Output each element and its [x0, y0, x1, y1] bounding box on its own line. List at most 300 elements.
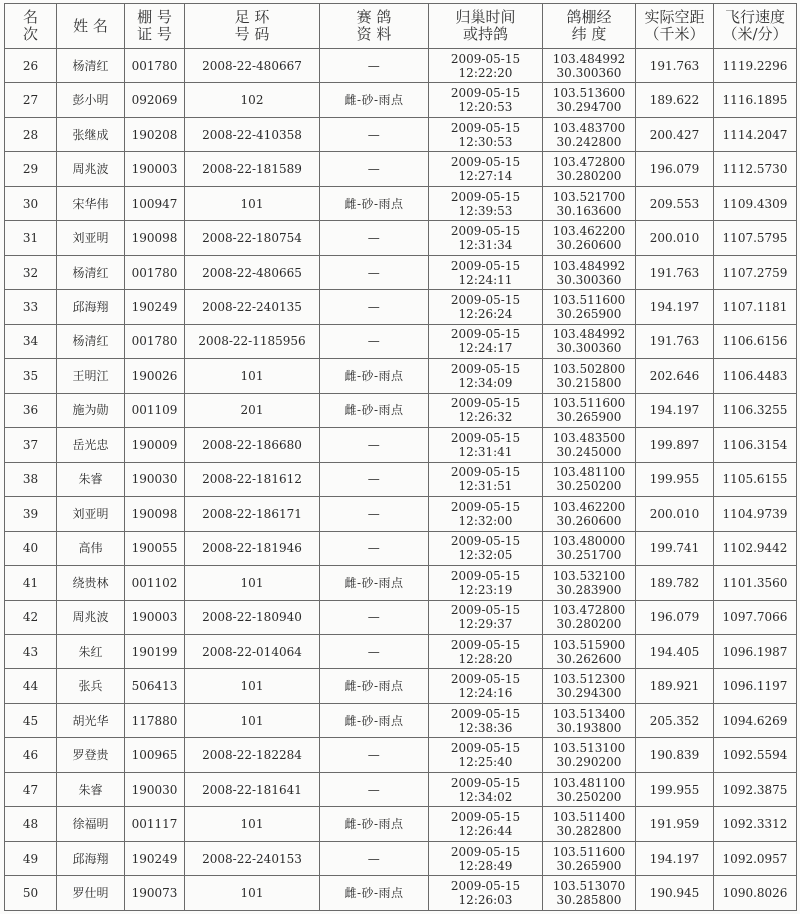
time-cell: [429, 255, 543, 289]
results-table: [4, 3, 797, 911]
header-coord-line1: 鸽棚经: [566, 8, 612, 26]
time-cell: [429, 876, 543, 911]
rank-cell: 33: [5, 290, 57, 324]
table-row: [5, 255, 797, 289]
ring-cell: 201: [185, 393, 320, 427]
rank-cell: 31: [5, 221, 57, 255]
distance-cell: 196.079: [636, 600, 714, 634]
ring-cell: 2008-22-240135: [185, 290, 320, 324]
rank-cell: 41: [5, 566, 57, 600]
header-loft: [125, 4, 185, 49]
longitude: 103.480000: [552, 534, 626, 549]
rank-cell: 44: [5, 669, 57, 703]
arrival-date: 2009-05-15: [450, 120, 521, 135]
speed-cell: 1092.3875: [714, 772, 797, 806]
rank-cell: 39: [5, 497, 57, 531]
name-cell: 周兆波: [57, 600, 125, 634]
rank-cell: 28: [5, 117, 57, 151]
name-cell: 施为勋: [57, 393, 125, 427]
coord-cell: [543, 462, 636, 496]
latitude: 30.260600: [556, 238, 622, 253]
ring-cell: 2008-22-181589: [185, 152, 320, 186]
coord-cell: [543, 324, 636, 358]
time-cell: [429, 497, 543, 531]
speed-cell: 1112.5730: [714, 152, 797, 186]
coord-cell: [543, 393, 636, 427]
ring-cell: 2008-22-014064: [185, 634, 320, 668]
latitude: 30.260600: [556, 513, 622, 528]
name-cell: 罗仕明: [57, 876, 125, 911]
speed-cell: 1094.6269: [714, 703, 797, 737]
table-row: [5, 117, 797, 151]
coord-cell: [543, 772, 636, 806]
arrival-clock: 12:22:20: [458, 65, 513, 80]
ring-cell: 2008-22-1185956: [185, 324, 320, 358]
loft-cell: 100965: [125, 738, 185, 772]
rank-cell: 43: [5, 634, 57, 668]
speed-cell: 1096.1197: [714, 669, 797, 703]
latitude: 30.251700: [556, 548, 622, 563]
info-cell: —: [320, 428, 429, 462]
speed-cell: 1092.0957: [714, 841, 797, 875]
latitude: 30.300360: [556, 65, 622, 80]
name-cell: 杨清红: [57, 324, 125, 358]
latitude: 30.265900: [556, 858, 622, 873]
table-row: [5, 83, 797, 117]
coord-cell: [543, 566, 636, 600]
longitude: 103.521700: [552, 189, 626, 204]
table-row: [5, 152, 797, 186]
table-row: [5, 290, 797, 324]
header-name-line1: 姓 名: [73, 16, 108, 35]
rank-cell: 27: [5, 83, 57, 117]
latitude: 30.265900: [556, 410, 622, 425]
header-speed-line2: （米/分）: [722, 25, 788, 43]
ring-cell: 2008-22-480667: [185, 49, 320, 83]
coord-cell: [543, 669, 636, 703]
arrival-clock: 12:34:09: [458, 375, 513, 390]
rank-cell: 35: [5, 359, 57, 393]
info-cell: 雌-砂-雨点: [320, 186, 429, 220]
header-speed-line1: 飞行速度: [724, 8, 785, 26]
table-row: [5, 841, 797, 875]
arrival-clock: 12:24:11: [458, 272, 513, 287]
arrival-date: 2009-05-15: [450, 327, 521, 342]
arrival-clock: 12:25:40: [458, 755, 513, 770]
time-cell: [429, 772, 543, 806]
longitude: 103.484992: [552, 51, 626, 66]
time-cell: [429, 290, 543, 324]
info-cell: —: [320, 462, 429, 496]
info-cell: —: [320, 255, 429, 289]
table-row: [5, 531, 797, 565]
arrival-clock: 12:24:16: [458, 686, 513, 701]
time-cell: [429, 186, 543, 220]
header-coord: [543, 4, 636, 49]
longitude: 103.532100: [552, 568, 626, 583]
rank-cell: 37: [5, 428, 57, 462]
info-cell: 雌-砂-雨点: [320, 393, 429, 427]
time-cell: [429, 462, 543, 496]
distance-cell: 190.839: [636, 738, 714, 772]
latitude: 30.300360: [556, 341, 622, 356]
distance-cell: 209.553: [636, 186, 714, 220]
info-cell: 雌-砂-雨点: [320, 359, 429, 393]
ring-cell: 2008-22-240153: [185, 841, 320, 875]
time-cell: [429, 566, 543, 600]
ring-cell: 101: [185, 359, 320, 393]
arrival-date: 2009-05-15: [450, 741, 521, 756]
speed-cell: 1119.2296: [714, 49, 797, 83]
rank-cell: 26: [5, 49, 57, 83]
speed-cell: 1106.4483: [714, 359, 797, 393]
coord-cell: [543, 600, 636, 634]
speed-cell: 1106.3154: [714, 428, 797, 462]
latitude: 30.294300: [556, 686, 622, 701]
ring-cell: 101: [185, 186, 320, 220]
info-cell: —: [320, 497, 429, 531]
table-row: [5, 600, 797, 634]
ring-cell: 2008-22-480665: [185, 255, 320, 289]
table-row: [5, 359, 797, 393]
speed-cell: 1092.5594: [714, 738, 797, 772]
header-ring-line2: 号 码: [234, 25, 270, 43]
arrival-date: 2009-05-15: [450, 293, 521, 308]
coord-cell: [543, 290, 636, 324]
header-speed: [714, 4, 797, 49]
info-cell: —: [320, 49, 429, 83]
name-cell: 张兵: [57, 669, 125, 703]
ring-cell: 2008-22-181612: [185, 462, 320, 496]
arrival-date: 2009-05-15: [450, 189, 521, 204]
info-cell: 雌-砂-雨点: [320, 669, 429, 703]
table-row: [5, 324, 797, 358]
arrival-date: 2009-05-15: [450, 258, 521, 273]
info-cell: —: [320, 117, 429, 151]
latitude: 30.250200: [556, 789, 622, 804]
time-cell: [429, 117, 543, 151]
distance-cell: 189.921: [636, 669, 714, 703]
arrival-date: 2009-05-15: [450, 534, 521, 549]
arrival-date: 2009-05-15: [450, 499, 521, 514]
longitude: 103.511400: [552, 810, 626, 825]
arrival-date: 2009-05-15: [450, 637, 521, 652]
distance-cell: 194.197: [636, 841, 714, 875]
coord-cell: [543, 497, 636, 531]
arrival-date: 2009-05-15: [450, 51, 521, 66]
arrival-clock: 12:26:03: [458, 893, 513, 908]
distance-cell: 200.010: [636, 497, 714, 531]
ring-cell: 101: [185, 703, 320, 737]
rank-cell: 38: [5, 462, 57, 496]
coord-cell: [543, 876, 636, 911]
latitude: 30.290200: [556, 755, 622, 770]
header-dist-line1: 实际空距: [644, 8, 705, 26]
info-cell: —: [320, 324, 429, 358]
loft-cell: 190249: [125, 290, 185, 324]
header-ring: [185, 4, 320, 49]
table-row: [5, 876, 797, 911]
arrival-date: 2009-05-15: [450, 810, 521, 825]
header-time: [429, 4, 543, 49]
arrival-clock: 12:31:34: [458, 238, 513, 253]
latitude: 30.282800: [556, 824, 622, 839]
distance-cell: 205.352: [636, 703, 714, 737]
latitude: 30.300360: [556, 272, 622, 287]
table-row: [5, 669, 797, 703]
loft-cell: 001780: [125, 49, 185, 83]
arrival-clock: 12:26:44: [458, 824, 513, 839]
arrival-clock: 12:26:24: [458, 307, 513, 322]
arrival-date: 2009-05-15: [450, 603, 521, 618]
coord-cell: [543, 807, 636, 841]
name-cell: 张继成: [57, 117, 125, 151]
loft-cell: 190208: [125, 117, 185, 151]
info-cell: —: [320, 600, 429, 634]
ring-cell: 2008-22-180940: [185, 600, 320, 634]
header-dist: [636, 4, 714, 49]
longitude: 103.515900: [552, 637, 626, 652]
info-cell: —: [320, 772, 429, 806]
header-loft-line1: 棚 号: [137, 8, 172, 26]
name-cell: 杨清红: [57, 49, 125, 83]
coord-cell: [543, 152, 636, 186]
longitude: 103.511600: [552, 396, 626, 411]
name-cell: 绕贵林: [57, 566, 125, 600]
info-cell: 雌-砂-雨点: [320, 703, 429, 737]
time-cell: [429, 531, 543, 565]
longitude: 103.484992: [552, 327, 626, 342]
latitude: 30.245000: [556, 444, 622, 459]
arrival-clock: 12:20:53: [458, 100, 513, 115]
time-cell: [429, 324, 543, 358]
header-rank: [5, 4, 57, 49]
header-name: [57, 4, 125, 49]
latitude: 30.280200: [556, 169, 622, 184]
coord-cell: [543, 359, 636, 393]
arrival-date: 2009-05-15: [450, 706, 521, 721]
latitude: 30.280200: [556, 617, 622, 632]
name-cell: 罗登贵: [57, 738, 125, 772]
arrival-date: 2009-05-15: [450, 672, 521, 687]
table-row: [5, 497, 797, 531]
ring-cell: 101: [185, 566, 320, 600]
name-cell: 朱睿: [57, 462, 125, 496]
time-cell: [429, 428, 543, 462]
ring-cell: 2008-22-182284: [185, 738, 320, 772]
latitude: 30.193800: [556, 720, 622, 735]
name-cell: 邱海翔: [57, 841, 125, 875]
header-loft-line2: 证 号: [137, 25, 172, 43]
speed-cell: 1104.9739: [714, 497, 797, 531]
info-cell: 雌-砂-雨点: [320, 876, 429, 911]
longitude: 103.481100: [552, 465, 626, 480]
ring-cell: 2008-22-181641: [185, 772, 320, 806]
loft-cell: 001780: [125, 324, 185, 358]
speed-cell: 1114.2047: [714, 117, 797, 151]
ring-cell: 101: [185, 807, 320, 841]
rank-cell: 40: [5, 531, 57, 565]
distance-cell: 199.955: [636, 772, 714, 806]
loft-cell: 117880: [125, 703, 185, 737]
name-cell: 王明江: [57, 359, 125, 393]
rank-cell: 30: [5, 186, 57, 220]
time-cell: [429, 49, 543, 83]
longitude: 103.484992: [552, 258, 626, 273]
coord-cell: [543, 221, 636, 255]
ring-cell: 2008-22-180754: [185, 221, 320, 255]
speed-cell: 1106.3255: [714, 393, 797, 427]
info-cell: —: [320, 290, 429, 324]
name-cell: 胡光华: [57, 703, 125, 737]
rank-cell: 48: [5, 807, 57, 841]
header-dist-line2: （千米）: [644, 25, 705, 43]
ring-cell: 101: [185, 669, 320, 703]
info-cell: —: [320, 221, 429, 255]
name-cell: 刘亚明: [57, 497, 125, 531]
distance-cell: 200.427: [636, 117, 714, 151]
arrival-date: 2009-05-15: [450, 155, 521, 170]
arrival-clock: 12:28:20: [458, 651, 513, 666]
loft-cell: 001102: [125, 566, 185, 600]
rank-cell: 42: [5, 600, 57, 634]
header-info-line2: 资 料: [356, 25, 392, 43]
speed-cell: 1107.1181: [714, 290, 797, 324]
table-row: [5, 807, 797, 841]
time-cell: [429, 600, 543, 634]
distance-cell: 194.405: [636, 634, 714, 668]
loft-cell: 190003: [125, 152, 185, 186]
arrival-date: 2009-05-15: [450, 775, 521, 790]
speed-cell: 1097.7066: [714, 600, 797, 634]
arrival-date: 2009-05-15: [450, 86, 521, 101]
longitude: 103.472800: [552, 603, 626, 618]
name-cell: 宋华伟: [57, 186, 125, 220]
latitude: 30.265900: [556, 307, 622, 322]
name-cell: 刘亚明: [57, 221, 125, 255]
coord-cell: [543, 841, 636, 875]
table-row: [5, 634, 797, 668]
arrival-clock: 12:23:19: [458, 582, 513, 597]
time-cell: [429, 359, 543, 393]
speed-cell: 1105.6155: [714, 462, 797, 496]
distance-cell: 202.646: [636, 359, 714, 393]
arrival-date: 2009-05-15: [450, 568, 521, 583]
rank-cell: 29: [5, 152, 57, 186]
header-rank-line2: 次: [22, 25, 38, 43]
longitude: 103.462200: [552, 224, 626, 239]
loft-cell: 190030: [125, 772, 185, 806]
coord-cell: [543, 634, 636, 668]
longitude: 103.511600: [552, 293, 626, 308]
header-info: [320, 4, 429, 49]
latitude: 30.283900: [556, 582, 622, 597]
latitude: 30.242800: [556, 134, 622, 149]
rank-cell: 47: [5, 772, 57, 806]
table-row: [5, 428, 797, 462]
speed-cell: 1106.6156: [714, 324, 797, 358]
distance-cell: 199.741: [636, 531, 714, 565]
distance-cell: 190.945: [636, 876, 714, 911]
table-row: [5, 738, 797, 772]
arrival-clock: 12:28:49: [458, 858, 513, 873]
latitude: 30.285800: [556, 893, 622, 908]
table-row: [5, 393, 797, 427]
info-cell: —: [320, 738, 429, 772]
longitude: 103.511600: [552, 844, 626, 859]
longitude: 103.513070: [552, 879, 626, 894]
longitude: 103.513400: [552, 706, 626, 721]
ring-cell: 101: [185, 876, 320, 911]
time-cell: [429, 83, 543, 117]
time-cell: [429, 738, 543, 772]
table-row: [5, 462, 797, 496]
name-cell: 邱海翔: [57, 290, 125, 324]
rank-cell: 32: [5, 255, 57, 289]
longitude: 103.513600: [552, 86, 626, 101]
distance-cell: 199.955: [636, 462, 714, 496]
loft-cell: 100947: [125, 186, 185, 220]
distance-cell: 194.197: [636, 393, 714, 427]
rank-cell: 50: [5, 876, 57, 911]
loft-cell: 092069: [125, 83, 185, 117]
header-ring-line1: 足 环: [234, 8, 270, 26]
longitude: 103.483700: [552, 120, 626, 135]
arrival-date: 2009-05-15: [450, 465, 521, 480]
time-cell: [429, 841, 543, 875]
name-cell: 高伟: [57, 531, 125, 565]
time-cell: [429, 807, 543, 841]
ring-cell: 2008-22-181946: [185, 531, 320, 565]
loft-cell: 190026: [125, 359, 185, 393]
loft-cell: 001780: [125, 255, 185, 289]
latitude: 30.250200: [556, 479, 622, 494]
name-cell: 彭小明: [57, 83, 125, 117]
time-cell: [429, 634, 543, 668]
table-row: [5, 221, 797, 255]
coord-cell: [543, 428, 636, 462]
arrival-clock: 12:38:36: [458, 720, 513, 735]
longitude: 103.513100: [552, 741, 626, 756]
table-row: [5, 703, 797, 737]
info-cell: 雌-砂-雨点: [320, 83, 429, 117]
rank-cell: 36: [5, 393, 57, 427]
coord-cell: [543, 255, 636, 289]
loft-cell: 190055: [125, 531, 185, 565]
time-cell: [429, 393, 543, 427]
distance-cell: 196.079: [636, 152, 714, 186]
distance-cell: 191.763: [636, 255, 714, 289]
speed-cell: 1102.9442: [714, 531, 797, 565]
speed-cell: 1101.3560: [714, 566, 797, 600]
coord-cell: [543, 738, 636, 772]
longitude: 103.462200: [552, 499, 626, 514]
info-cell: 雌-砂-雨点: [320, 807, 429, 841]
time-cell: [429, 152, 543, 186]
header-info-line1: 赛 鸽: [356, 8, 392, 26]
rank-cell: 45: [5, 703, 57, 737]
arrival-clock: 12:24:17: [458, 341, 513, 356]
ring-cell: 2008-22-186680: [185, 428, 320, 462]
info-cell: 雌-砂-雨点: [320, 566, 429, 600]
distance-cell: 191.959: [636, 807, 714, 841]
longitude: 103.483500: [552, 430, 626, 445]
table-row: [5, 186, 797, 220]
header-coord-line2: 纬 度: [571, 25, 607, 43]
table-body: [5, 49, 797, 911]
rank-cell: 34: [5, 324, 57, 358]
loft-cell: 001109: [125, 393, 185, 427]
